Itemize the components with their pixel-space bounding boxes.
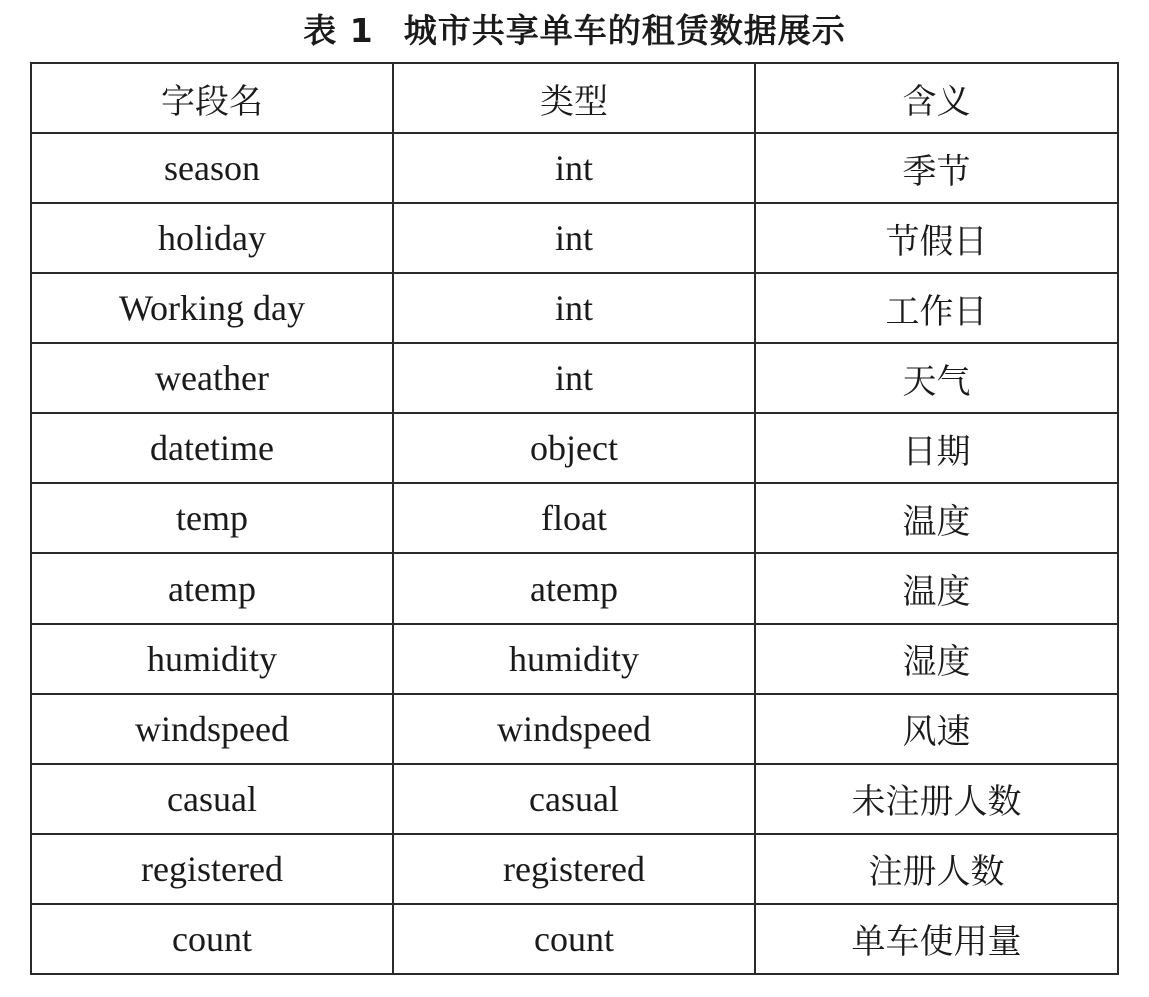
cell-meaning: 未注册人数 [755,764,1118,834]
cell-field-name: Working day [31,273,393,343]
table-row [31,273,1118,343]
cell-type: atemp [393,553,755,623]
cell-type: casual [393,764,755,834]
cell-field-name: datetime [31,413,393,483]
cell-type: humidity [393,624,755,694]
cell-meaning: 季节 [755,133,1118,203]
cell-type: object [393,413,755,483]
table-row [31,694,1118,764]
cell-meaning: 工作日 [755,273,1118,343]
cell-type: registered [393,834,755,904]
cell-type: int [393,273,755,343]
table-row [31,624,1118,694]
cell-meaning: 风速 [755,694,1118,764]
cell-meaning: 温度 [755,483,1118,553]
cell-meaning: 天气 [755,343,1118,413]
cell-field-name: registered [31,834,393,904]
header-row [31,63,1118,133]
cell-type: count [393,904,755,974]
cell-field-name: temp [31,483,393,553]
table-row [31,413,1118,483]
table-row [31,343,1118,413]
cell-field-name: windspeed [31,694,393,764]
cell-field-name: season [31,133,393,203]
table-row [31,483,1118,553]
cell-field-name: humidity [31,624,393,694]
cell-meaning: 温度 [755,553,1118,623]
table-row [31,553,1118,623]
table-caption: 城市共享单车的租赁数据展示 [403,11,846,50]
cell-meaning: 注册人数 [755,834,1118,904]
table-row [31,133,1118,203]
table-number: 表 1 [303,11,374,50]
cell-meaning: 单车使用量 [755,904,1118,974]
header-type: 类型 [393,63,755,133]
table-row [31,203,1118,273]
cell-type: int [393,133,755,203]
data-table [30,62,1119,975]
cell-type: int [393,203,755,273]
cell-meaning: 日期 [755,413,1118,483]
cell-field-name: atemp [31,553,393,623]
cell-meaning: 节假日 [755,203,1118,273]
cell-meaning: 湿度 [755,624,1118,694]
table-title [0,6,1149,56]
cell-type: int [393,343,755,413]
header-meaning: 含义 [755,63,1118,133]
table-row [31,904,1118,974]
cell-field-name: weather [31,343,393,413]
table-row [31,834,1118,904]
cell-type: float [393,483,755,553]
cell-field-name: count [31,904,393,974]
cell-field-name: holiday [31,203,393,273]
cell-type: windspeed [393,694,755,764]
table-row [31,764,1118,834]
cell-field-name: casual [31,764,393,834]
header-field-name: 字段名 [31,63,393,133]
